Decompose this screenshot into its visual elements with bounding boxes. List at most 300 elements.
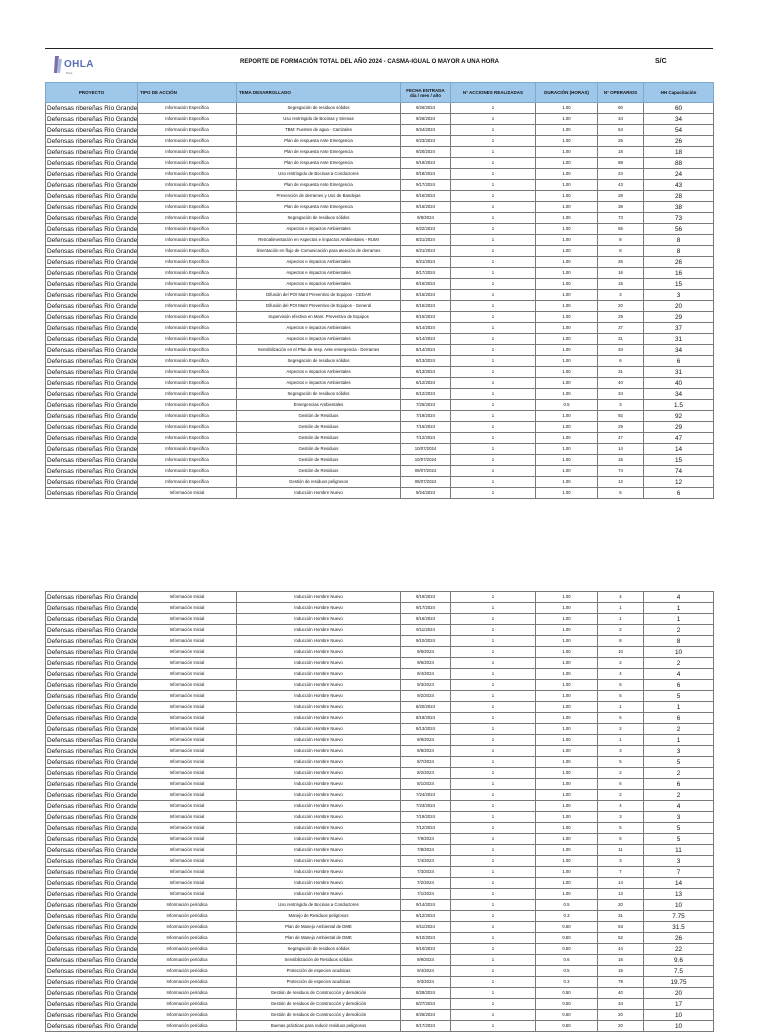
cell-duracion: 1.00 [536, 889, 598, 900]
cell-duracion: 1.00 [536, 658, 598, 669]
cell-hh: 60 [644, 103, 714, 114]
table-body-bottom [46, 592, 714, 1032]
cell-fecha: 9/16/2024 [401, 202, 451, 213]
table-row [46, 735, 714, 746]
cell-operarios: 4 [598, 801, 644, 812]
cell-acciones: 1 [451, 999, 536, 1010]
cell-fecha: 9/26/2024 [401, 114, 451, 125]
cell-operarios: 31 [598, 367, 644, 378]
table-row [46, 268, 714, 279]
table-row [46, 180, 714, 191]
cell-tema: Aspectos e impactos Ambientales [237, 367, 401, 378]
cell-acciones: 1 [451, 378, 536, 389]
cell-proyecto: Defensas ribereñas Río Grande [47, 835, 138, 843]
cell-operarios: 11 [598, 845, 644, 856]
cell-acciones: 1 [451, 900, 536, 911]
cell-duracion: 1.00 [536, 334, 598, 345]
training-table-continued [45, 591, 714, 1032]
table-header-row [46, 83, 714, 103]
table-row [46, 768, 714, 779]
cell-duracion: 1.00 [536, 213, 598, 224]
cell-proyecto: Defensas ribereñas Río Grande [47, 291, 138, 299]
cell-operarios: 24 [598, 169, 644, 180]
cell-proyecto: Defensas ribereñas Río Grande [47, 346, 138, 354]
table-row [46, 691, 714, 702]
cell-fecha: 8/1/2024 [401, 779, 451, 790]
cell-acciones: 1 [451, 455, 536, 466]
table-row [46, 279, 714, 290]
cell-tipo: Información periódica [138, 922, 237, 933]
table-row [46, 224, 714, 235]
cell-hh: 31.5 [644, 922, 714, 933]
cell-proyecto: Defensas ribereñas Río Grande [47, 247, 138, 255]
cell-fecha: 8/12/2024 [401, 389, 451, 400]
cell-acciones: 1 [451, 977, 536, 988]
table-row [46, 603, 714, 614]
cell-tema: Aspectos e impactos Ambientales [237, 257, 401, 268]
table-row [46, 988, 714, 999]
cell-hh: 54 [644, 125, 714, 136]
cell-proyecto: Defensas ribereñas Río Grande [47, 648, 138, 656]
cell-operarios: 56 [598, 224, 644, 235]
cell-tipo: Información Inicial [138, 856, 237, 867]
cell-operarios: 15 [598, 455, 644, 466]
cell-duracion: 1.00 [536, 680, 598, 691]
cell-operarios: 3 [598, 856, 644, 867]
cell-hh: 22 [644, 944, 714, 955]
cell-hh: 2 [644, 625, 714, 636]
cell-tipo: Información Específica [138, 158, 237, 169]
col-header-proyecto: PROYECTO [46, 83, 138, 103]
cell-fecha: 8/14/2024 [401, 334, 451, 345]
cell-proyecto: Defensas ribereñas Río Grande [47, 258, 138, 266]
cell-fecha: 8/22/2024 [401, 224, 451, 235]
cell-proyecto: Defensas ribereñas Río Grande [47, 148, 138, 156]
table-body-top [46, 103, 714, 499]
cell-hh: 1 [644, 735, 714, 746]
cell-proyecto: Defensas ribereñas Río Grande [47, 104, 138, 112]
cell-fecha: 9/10/2024 [401, 933, 451, 944]
cell-fecha: 9/6/2024 [401, 647, 451, 658]
cell-hh: 5 [644, 691, 714, 702]
cell-fecha: 8/13/2024 [401, 367, 451, 378]
cell-acciones: 1 [451, 680, 536, 691]
cell-tipo: Información periódica [138, 966, 237, 977]
cell-acciones: 1 [451, 488, 536, 499]
cell-operarios: 20 [598, 900, 644, 911]
cell-tema: Uso restringido de Bocinas a Conductores [237, 900, 401, 911]
cell-tema: Gestión de Residuos [237, 411, 401, 422]
cell-tipo: Información Específica [138, 356, 237, 367]
cell-acciones: 1 [451, 257, 536, 268]
cell-tema: Retroalimentación en Aspectos e impactos Ambientales - RUMI [237, 235, 401, 246]
cell-hh: 40 [644, 378, 714, 389]
col-header-duracion: DURACIÓN (HORAS) [536, 83, 598, 103]
cell-acciones: 1 [451, 422, 536, 433]
cell-proyecto: Defensas ribereñas Río Grande [47, 203, 138, 211]
cell-tema: Plan de respuesta Ante Emergencia [237, 147, 401, 158]
cell-tema: Protección de especies acuáticas [237, 977, 401, 988]
cell-proyecto: Defensas ribereñas Río Grande [47, 945, 138, 953]
cell-duracion: 1.00 [536, 466, 598, 477]
cell-duracion: 1.00 [536, 823, 598, 834]
cell-tipo: Información Específica [138, 257, 237, 268]
cell-tipo: Información Específica [138, 411, 237, 422]
cell-fecha: 8/28/2024 [401, 988, 451, 999]
cell-tema: Protección de especies acuáticas [237, 966, 401, 977]
cell-tema: Plan de respuesta Ante Emergencia [237, 136, 401, 147]
cell-hh: 29 [644, 312, 714, 323]
cell-duracion: 1.00 [536, 801, 598, 812]
table-row [46, 823, 714, 834]
cell-operarios: 20 [598, 1010, 644, 1021]
cell-proyecto: Defensas ribereñas Río Grande [47, 703, 138, 711]
cell-duracion: 1.00 [536, 191, 598, 202]
cell-tipo: Información Inicial [138, 867, 237, 878]
cell-operarios: 20 [598, 301, 644, 312]
table-row [46, 477, 714, 488]
cell-acciones: 1 [451, 658, 536, 669]
table-row [46, 955, 714, 966]
cell-acciones: 1 [451, 966, 536, 977]
cell-hh: 20 [644, 988, 714, 999]
cell-duracion: 0.50 [536, 944, 598, 955]
report-sheet-top [45, 48, 713, 499]
cell-hh: 1.5 [644, 400, 714, 411]
cell-operarios: 6 [598, 488, 644, 499]
cell-tipo: Información Específica [138, 180, 237, 191]
cell-acciones: 1 [451, 400, 536, 411]
cell-duracion: 1.00 [536, 444, 598, 455]
cell-acciones: 1 [451, 867, 536, 878]
cell-fecha: 8/12/2024 [401, 378, 451, 389]
cell-acciones: 1 [451, 779, 536, 790]
cell-proyecto: Defensas ribereñas Río Grande [47, 1011, 138, 1019]
cell-hh: 1 [644, 614, 714, 625]
cell-tema: Inducción Hombre Nuevo [237, 790, 401, 801]
cell-fecha: 9/8/2024 [401, 213, 451, 224]
table-row [46, 911, 714, 922]
cell-tipo: Información Específica [138, 477, 237, 488]
cell-proyecto: Defensas ribereñas Río Grande [47, 593, 138, 601]
cell-tema: Sensibilización de Residuos sólidos [237, 955, 401, 966]
cell-fecha: 8/21/2024 [401, 246, 451, 257]
cell-proyecto: Defensas ribereñas Río Grande [47, 615, 138, 623]
table-row [46, 845, 714, 856]
cell-tema: Inducción Hombre Nuevo [237, 647, 401, 658]
cell-operarios: 5 [598, 823, 644, 834]
cell-acciones: 1 [451, 614, 536, 625]
cell-proyecto: Defensas ribereñas Río Grande [47, 967, 138, 975]
cell-acciones: 1 [451, 367, 536, 378]
cell-fecha: 9/17/2024 [401, 603, 451, 614]
cell-proyecto: Defensas ribereñas Río Grande [47, 813, 138, 821]
cell-hh: 17 [644, 999, 714, 1010]
cell-operarios: 60 [598, 103, 644, 114]
cell-hh: 4 [644, 669, 714, 680]
table-row [46, 702, 714, 713]
cell-proyecto: Defensas ribereñas Río Grande [47, 236, 138, 244]
cell-proyecto: Defensas ribereñas Río Grande [47, 758, 138, 766]
table-row [46, 169, 714, 180]
table-row [46, 977, 714, 988]
cell-fecha: 9/19/2024 [401, 592, 451, 603]
cell-fecha: 8/19/2024 [401, 713, 451, 724]
cell-tema: TBM: Fuentes de agua - Carrizales [237, 125, 401, 136]
cell-duracion: 1.00 [536, 235, 598, 246]
cell-acciones: 1 [451, 746, 536, 757]
cell-fecha: 9/16/2024 [401, 191, 451, 202]
cell-acciones: 1 [451, 444, 536, 455]
cell-hh: 20 [644, 301, 714, 312]
cell-acciones: 1 [451, 334, 536, 345]
cell-operarios: 2 [598, 790, 644, 801]
cell-proyecto: Defensas ribereñas Río Grande [47, 802, 138, 810]
table-row [46, 856, 714, 867]
cell-acciones: 1 [451, 1021, 536, 1032]
cell-operarios: 38 [598, 202, 644, 213]
cell-operarios: 4 [598, 592, 644, 603]
table-row [46, 433, 714, 444]
cell-duracion: 1.00 [536, 746, 598, 757]
cell-hh: 18 [644, 147, 714, 158]
table-row [46, 614, 714, 625]
table-row [46, 812, 714, 823]
table-row [46, 367, 714, 378]
cell-operarios: 6 [598, 680, 644, 691]
cell-proyecto: Defensas ribereñas Río Grande [47, 923, 138, 931]
cell-tipo: Información Inicial [138, 680, 237, 691]
table-row [46, 1021, 714, 1032]
cell-proyecto: Defensas ribereñas Río Grande [47, 269, 138, 277]
cell-acciones: 1 [451, 466, 536, 477]
cell-tipo: Información periódica [138, 911, 237, 922]
cell-tipo: Información Inicial [138, 691, 237, 702]
cell-tema: Aspectos e impactos Ambientales [237, 323, 401, 334]
cell-operarios: 6 [598, 713, 644, 724]
table-row [46, 488, 714, 499]
cell-duracion: 0.50 [536, 1021, 598, 1032]
cell-tema: Inducción Hombre Nuevo [237, 713, 401, 724]
cell-proyecto: Defensas ribereñas Río Grande [47, 423, 138, 431]
cell-proyecto: Defensas ribereñas Río Grande [47, 192, 138, 200]
cell-tema: Inducción Hombre Nuevo [237, 878, 401, 889]
cell-duracion: 1.00 [536, 878, 598, 889]
cell-proyecto: Defensas ribereñas Río Grande [47, 478, 138, 486]
cell-proyecto: Defensas ribereñas Río Grande [47, 379, 138, 387]
table-row [46, 136, 714, 147]
cell-hh: 47 [644, 433, 714, 444]
cell-acciones: 1 [451, 268, 536, 279]
cell-fecha: 9/11/2024 [401, 922, 451, 933]
cell-operarios: 40 [598, 988, 644, 999]
cell-hh: 43 [644, 180, 714, 191]
cell-operarios: 5 [598, 757, 644, 768]
cell-tipo: Información Inicial [138, 779, 237, 790]
cell-hh: 6 [644, 488, 714, 499]
col-header-operarios: N° OPERARIOS [598, 83, 644, 103]
cell-fecha: 7/19/2024 [401, 411, 451, 422]
cell-fecha: 8/2/2024 [401, 768, 451, 779]
cell-fecha: 8/26/2024 [401, 1010, 451, 1021]
cell-tema: Gestión de Residuos [237, 466, 401, 477]
cell-acciones: 1 [451, 169, 536, 180]
cell-acciones: 1 [451, 1010, 536, 1021]
cell-operarios: 13 [598, 889, 644, 900]
table-row [46, 713, 714, 724]
cell-tema: Inducción Hombre Nuevo [237, 746, 401, 757]
cell-tipo: Información Inicial [138, 889, 237, 900]
cell-tipo: Información Específica [138, 323, 237, 334]
cell-duracion: 1.00 [536, 169, 598, 180]
cell-duracion: 1.00 [536, 779, 598, 790]
cell-tema: Aspectos e impactos Ambientales [237, 279, 401, 290]
cell-fecha: 9/6/2024 [401, 658, 451, 669]
cell-fecha: 9/23/2024 [401, 136, 451, 147]
cell-hh: 56 [644, 224, 714, 235]
table-row [46, 422, 714, 433]
cell-acciones: 1 [451, 477, 536, 488]
cell-proyecto: Defensas ribereñas Río Grande [47, 456, 138, 464]
cell-proyecto: Defensas ribereñas Río Grande [47, 637, 138, 645]
cell-tipo: Información Específica [138, 213, 237, 224]
cell-hh: 10 [644, 1021, 714, 1032]
cell-tipo: Información Específica [138, 136, 237, 147]
cell-tema: Inducción Hombre Nuevo [237, 680, 401, 691]
cell-tema: Segregación de residuos sólidos [237, 356, 401, 367]
cell-tema: Inducción Hombre Nuevo [237, 702, 401, 713]
cell-operarios: 5 [598, 834, 644, 845]
cell-fecha: 10/07/2024 [401, 444, 451, 455]
cell-hh: 29 [644, 422, 714, 433]
cell-tipo: Información Específica [138, 301, 237, 312]
cell-proyecto: Defensas ribereñas Río Grande [47, 225, 138, 233]
table-row [46, 779, 714, 790]
cell-tipo: Información Específica [138, 169, 237, 180]
cell-proyecto: Defensas ribereñas Río Grande [47, 302, 138, 310]
cell-fecha: 9/4/2024 [401, 669, 451, 680]
cell-hh: 11 [644, 845, 714, 856]
cell-fecha: 8/17/2024 [401, 268, 451, 279]
cell-fecha: 7/12/2024 [401, 823, 451, 834]
cell-duracion: 1.00 [536, 603, 598, 614]
report-title: REPORTE DE FORMACIÓN TOTAL DEL AÑO 2024 - CASMA-IGUAL O MAYOR A UNA HORA [240, 59, 500, 65]
col-header-fecha [401, 83, 451, 103]
cell-duracion: 1.00 [536, 691, 598, 702]
cell-tipo: Información Inicial [138, 636, 237, 647]
cell-acciones: 1 [451, 878, 536, 889]
cell-duracion: 1.00 [536, 636, 598, 647]
cell-hh: 2 [644, 658, 714, 669]
cell-duracion: 1.00 [536, 312, 598, 323]
cell-hh: 34 [644, 345, 714, 356]
cell-acciones: 1 [451, 136, 536, 147]
cell-tipo: Información Inicial [138, 823, 237, 834]
cell-tema: limentación en flujo de Comunicación para atención de derrames [237, 246, 401, 257]
cell-tema: Plan de Manejo Ambiental de DME [237, 933, 401, 944]
cell-operarios: 34 [598, 389, 644, 400]
cell-tema: Inducción Hombre Nuevo [237, 592, 401, 603]
cell-tema: Segregación de residuos sólidos [237, 103, 401, 114]
cell-tipo: Información Inicial [138, 801, 237, 812]
cell-duracion: 0.5 [536, 966, 598, 977]
table-row [46, 966, 714, 977]
cell-duracion: 0.5 [536, 900, 598, 911]
cell-acciones: 1 [451, 246, 536, 257]
table-row [46, 658, 714, 669]
cell-hh: 31 [644, 334, 714, 345]
cell-acciones: 1 [451, 345, 536, 356]
cell-operarios: 88 [598, 158, 644, 169]
cell-tipo: Información Inicial [138, 614, 237, 625]
cell-tipo: Información Inicial [138, 625, 237, 636]
report-code: S/C [655, 58, 667, 65]
cell-operarios: 31 [598, 911, 644, 922]
cell-fecha: 7/23/2024 [401, 801, 451, 812]
cell-acciones: 1 [451, 757, 536, 768]
cell-acciones: 1 [451, 312, 536, 323]
cell-duracion: 1.00 [536, 180, 598, 191]
cell-fecha: 8/15/2024 [401, 301, 451, 312]
cell-tema: Inducción Hombre Nuevo [237, 768, 401, 779]
cell-duracion: 1.00 [536, 367, 598, 378]
cell-hh: 14 [644, 878, 714, 889]
cell-acciones: 1 [451, 103, 536, 114]
cell-operarios: 10 [598, 647, 644, 658]
cell-duracion: 1.00 [536, 103, 598, 114]
cell-operarios: 18 [598, 147, 644, 158]
cell-operarios: 26 [598, 136, 644, 147]
cell-tipo: Información periódica [138, 1021, 237, 1032]
cell-tipo: Información Inicial [138, 812, 237, 823]
cell-tema: Gestión de residuos peligrosos [237, 477, 401, 488]
cell-tema: Inducción Hombre Nuevo [237, 614, 401, 625]
cell-proyecto: Defensas ribereñas Río Grande [47, 978, 138, 986]
cell-operarios: 2 [598, 768, 644, 779]
cell-duracion: 0.50 [536, 933, 598, 944]
table-row [46, 400, 714, 411]
cell-fecha: 7/4/2024 [401, 856, 451, 867]
cell-acciones: 1 [451, 323, 536, 334]
cell-hh: 34 [644, 389, 714, 400]
cell-acciones: 1 [451, 823, 536, 834]
cell-duracion: 1.00 [536, 647, 598, 658]
cell-tema: Inducción Hombre Nuevo [237, 867, 401, 878]
cell-hh: 8 [644, 636, 714, 647]
cell-tipo: Información Inicial [138, 702, 237, 713]
cell-tipo: Información periódica [138, 1010, 237, 1021]
col-header-fecha-label: FECHA ENTRADA [406, 87, 445, 93]
cell-proyecto: Defensas ribereñas Río Grande [47, 912, 138, 920]
cell-tipo: Información Inicial [138, 724, 237, 735]
cell-fecha: 9/12/2024 [401, 911, 451, 922]
cell-tipo: Información Específica [138, 389, 237, 400]
cell-proyecto: Defensas ribereñas Río Grande [47, 401, 138, 409]
cell-proyecto: Defensas ribereñas Río Grande [47, 956, 138, 964]
report-sheet-bottom [45, 591, 713, 1032]
cell-acciones: 1 [451, 944, 536, 955]
cell-hh: 5 [644, 757, 714, 768]
cell-hh: 6 [644, 680, 714, 691]
cell-proyecto: Defensas ribereñas Río Grande [47, 137, 138, 145]
cell-fecha: 8/17/2024 [401, 1021, 451, 1032]
cell-acciones: 1 [451, 702, 536, 713]
cell-duracion: 1.00 [536, 713, 598, 724]
cell-hh: 6 [644, 713, 714, 724]
cell-proyecto: Defensas ribereñas Río Grande [47, 868, 138, 876]
cell-tema: Inducción Hombre Nuevo [237, 669, 401, 680]
cell-proyecto: Defensas ribereñas Río Grande [47, 280, 138, 288]
